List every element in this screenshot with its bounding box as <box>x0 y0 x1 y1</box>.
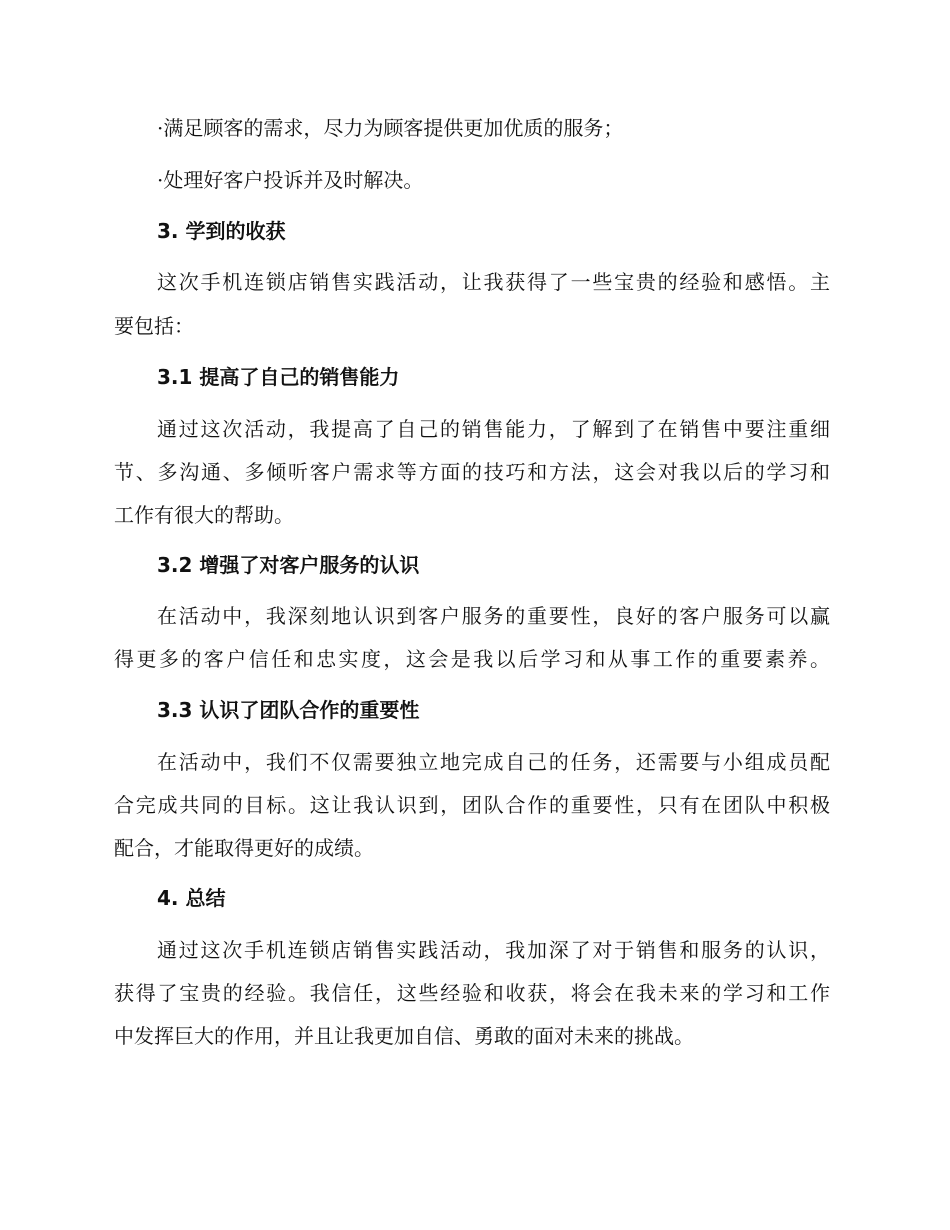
section-heading: 3.3 认识了团队合作的重要性 <box>157 698 420 722</box>
bullet-item: ·满足顾客的需求，尽力为顾客提供更加优质的服务； <box>157 116 624 140</box>
paragraph-line: 在活动中，我们不仅需要独立地完成自己的任务，还需要与小组成员配 <box>157 750 830 774</box>
paragraph-line: 配合，才能取得更好的成绩。 <box>114 836 374 860</box>
paragraph-line: 节、多沟通、多倾听客户需求等方面的技巧和方法，这会对我以后的学习和 <box>114 460 830 484</box>
paragraph-line: 获得了宝贵的经验。我信任，这些经验和收获，将会在我未来的学习和工作 <box>114 981 830 1005</box>
section-heading: 3.1 提高了自己的销售能力 <box>157 365 400 389</box>
paragraph-line: 合完成共同的目标。这让我认识到，团队合作的重要性，只有在团队中积极 <box>114 793 830 817</box>
bullet-item: ·处理好客户投诉并及时解决。 <box>157 168 424 192</box>
section-heading: 4. 总结 <box>157 886 226 910</box>
paragraph-line: 要包括： <box>114 314 194 338</box>
paragraph-line: 通过这次活动，我提高了自己的销售能力，了解到了在销售中要注重细 <box>157 417 830 441</box>
paragraph-line: 通过这次手机连锁店销售实践活动，我加深了对于销售和服务的认识， <box>157 938 830 962</box>
section-heading: 3. 学到的收获 <box>157 219 286 243</box>
paragraph-line: 这次手机连锁店销售实践活动，让我获得了一些宝贵的经验和感悟。主 <box>157 270 830 294</box>
paragraph-line: 在活动中，我深刻地认识到客户服务的重要性，良好的客户服务可以赢 <box>157 604 830 628</box>
paragraph-line: 中发挥巨大的作用，并且让我更加自信、勇敢的面对未来的挑战。 <box>114 1024 694 1048</box>
section-heading: 3.2 增强了对客户服务的认识 <box>157 553 420 577</box>
paragraph-line: 工作有很大的帮助。 <box>114 503 294 527</box>
paragraph-line: 得更多的客户信任和忠实度，这会是我以后学习和从事工作的重要素养。 <box>114 647 830 671</box>
